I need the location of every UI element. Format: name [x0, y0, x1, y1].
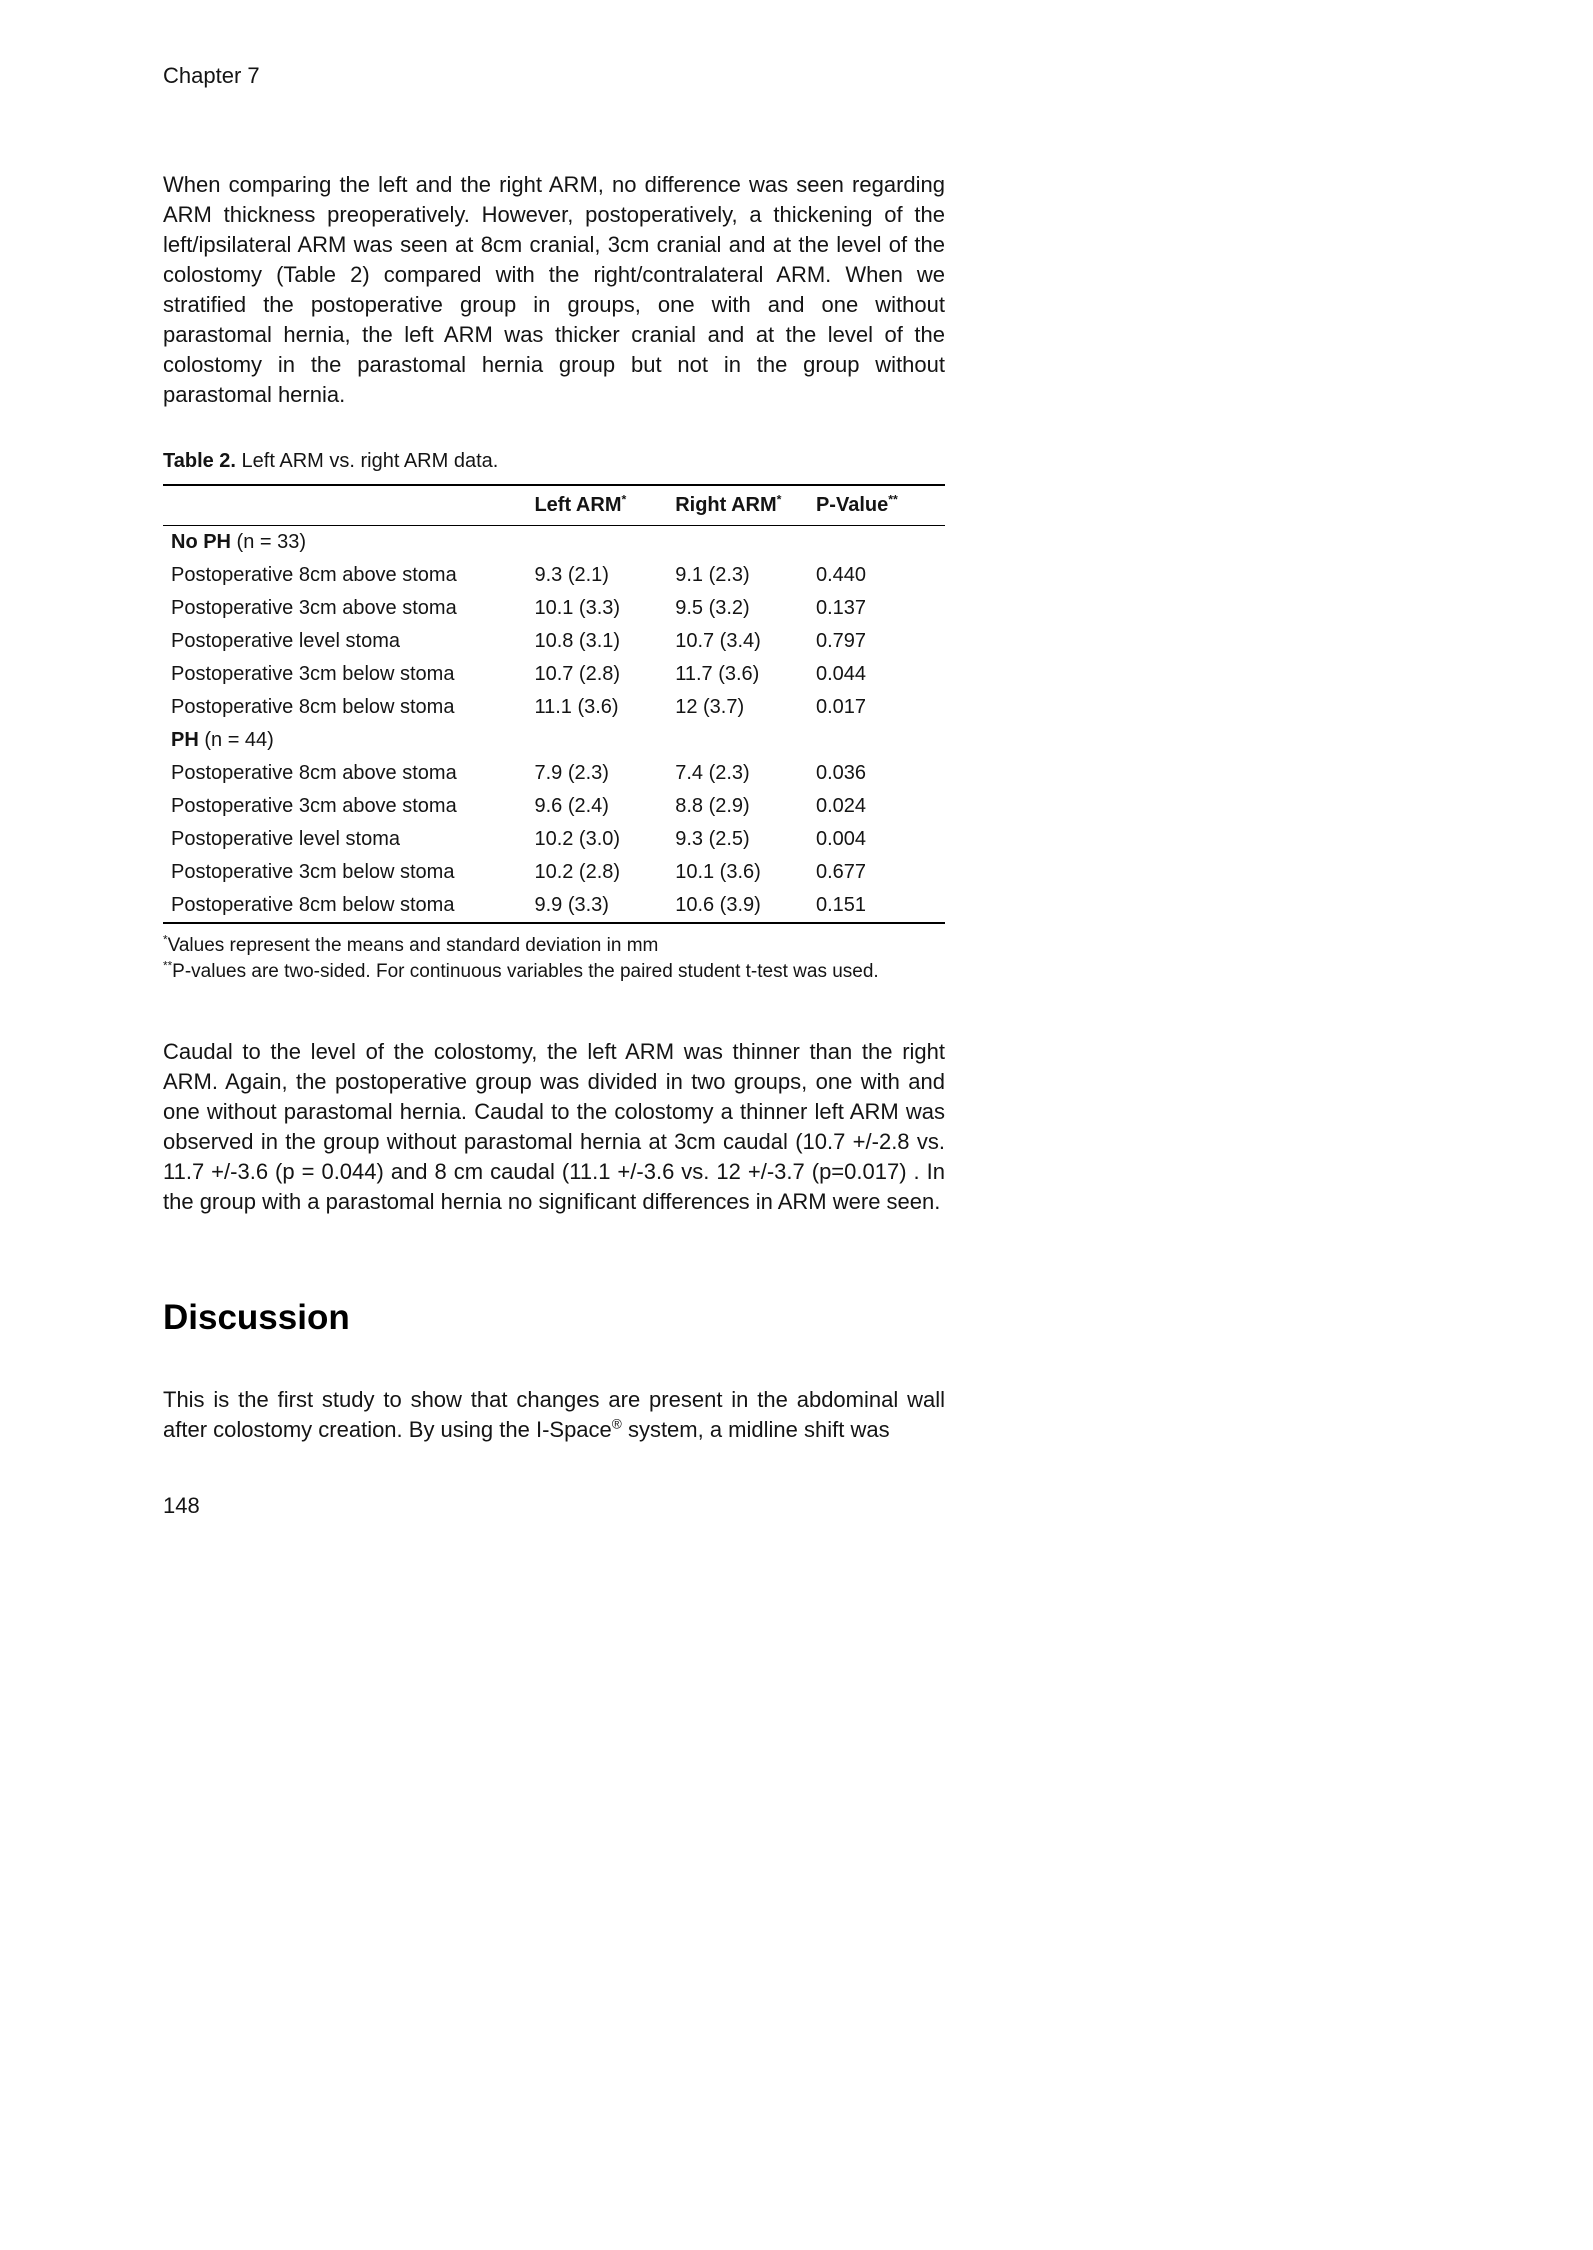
col-header-left-arm-label: Left ARM [534, 494, 622, 516]
discussion-text-after: system, a midline shift was [621, 1417, 890, 1442]
table-caption-label: Table 2. [163, 450, 236, 472]
left-arm-value: 10.8 (3.1) [534, 630, 621, 652]
table-row [163, 559, 945, 592]
p-value: 0.017 [815, 696, 867, 718]
table-row [163, 790, 945, 823]
table-row [163, 889, 945, 923]
group-label-ph-suffix: (n = 44) [198, 729, 274, 751]
left-arm-value: 9.9 (3.3) [534, 894, 609, 916]
table-body [163, 526, 945, 924]
table-caption [163, 448, 945, 474]
group-label-ph-bold: PH [171, 729, 199, 751]
right-arm-value: 8.8 (2.9) [675, 795, 750, 817]
left-arm-value: 10.2 (3.0) [534, 828, 621, 850]
group-label-no-ph-bold: No PH [171, 531, 231, 553]
row-label: Postoperative 8cm above stoma [171, 762, 457, 784]
row-label: Postoperative 3cm above stoma [171, 795, 457, 817]
row-label: Postoperative 3cm below stoma [171, 663, 455, 685]
left-arm-value: 10.7 (2.8) [534, 663, 621, 685]
paragraph-arm-comparison: When comparing the left and the right ARM, no difference was seen regarding ARM thickness preoperatively. However, postoperatively, a thickening of the left/ipsilateral ARM was seen at 8cm cranial, 3cm cranial and at the level of the colostomy (Table 2) compared with the right/contralateral ARM. When we stratified the postoperative group in groups, one with and one without parastomal hernia, the left ARM was thicker cranial and at the level of the colostomy in the parastomal hernia group but not in the group without parastomal hernia. [163, 172, 945, 407]
left-arm-value: 9.3 (2.1) [534, 564, 609, 586]
table-caption-text: Left ARM vs. right ARM data. [236, 450, 499, 472]
left-arm-value: 9.6 (2.4) [534, 795, 609, 817]
table-footnote-values [163, 933, 945, 959]
table-2 [163, 484, 945, 924]
table-header-row [163, 485, 945, 526]
row-label: Postoperative 8cm below stoma [171, 696, 455, 718]
group-label-no-ph-suffix: (n = 33) [231, 531, 307, 553]
col-header-right-arm [675, 485, 816, 526]
running-header: Chapter 7 [163, 63, 260, 88]
table-footnote-pvalues [163, 959, 945, 985]
footnote-marker: * [163, 933, 168, 947]
table-row [163, 625, 945, 658]
footnote-marker: ** [163, 959, 173, 973]
row-label: Postoperative level stoma [171, 630, 401, 652]
right-arm-value: 12 (3.7) [675, 696, 745, 718]
p-value: 0.044 [815, 663, 867, 685]
col-header-empty [163, 485, 534, 526]
p-value: 0.677 [815, 861, 867, 883]
page-number: 148 [163, 1493, 200, 1518]
registered-trademark-sup: ® [611, 1416, 622, 1432]
col-header-p-value-sup: ** [888, 492, 898, 507]
group-header-row-ph [163, 724, 945, 757]
page-content [163, 63, 945, 1519]
p-value: 0.440 [815, 564, 867, 586]
right-arm-value: 9.3 (2.5) [675, 828, 750, 850]
col-header-right-arm-label: Right ARM [675, 494, 777, 516]
paragraph-caudal-results: Caudal to the level of the colostomy, the left ARM was thinner than the right ARM. Again, the postoperative group was divided in two groups, one with and one without parastomal hernia. Caudal to the colostomy a thinner left ARM was observed in the group without parastomal hernia at 3cm caudal (10.7 +/-2.8 vs. 11.7 +/-3.6 (p = 0.044) and 8 cm caudal (11.1 +/-3.6 vs. 12 +/-3.7 (p=0.017) . In the group with a parastomal hernia no significant differences in ARM were seen. [163, 1039, 945, 1214]
group-label-no-ph [163, 526, 945, 560]
discussion-text-before: This is the first study to show that changes are present in the abdominal wall after colostomy creation. By using the I-Space [163, 1387, 945, 1442]
footnote-text: Values represent the means and standard deviation in mm [167, 935, 659, 956]
group-header-row-no-ph [163, 526, 945, 560]
right-arm-value: 10.1 (3.6) [675, 861, 761, 883]
col-header-left-arm-sup: * [621, 492, 627, 507]
table-footnotes [163, 933, 945, 985]
table-row [163, 691, 945, 724]
right-arm-value: 10.6 (3.9) [675, 894, 761, 916]
col-header-right-arm-sup: * [776, 492, 782, 507]
section-heading-discussion: Discussion [163, 1298, 350, 1337]
table-header [163, 485, 945, 526]
table-row [163, 823, 945, 856]
row-label: Postoperative level stoma [171, 828, 401, 850]
group-label-ph [163, 724, 945, 757]
p-value: 0.004 [815, 828, 867, 850]
paragraph-discussion-intro [163, 1385, 945, 1445]
col-header-p-value [816, 485, 945, 526]
col-header-p-value-label: P-Value [815, 494, 889, 516]
right-arm-value: 9.1 (2.3) [675, 564, 750, 586]
col-header-left-arm [534, 485, 675, 526]
left-arm-value: 7.9 (2.3) [534, 762, 609, 784]
table-row [163, 592, 945, 625]
p-value: 0.797 [815, 630, 867, 652]
right-arm-value: 10.7 (3.4) [675, 630, 761, 652]
p-value: 0.036 [815, 762, 867, 784]
p-value: 0.137 [815, 597, 867, 619]
footnote-text: P-values are two-sided. For continuous variables the paired student t-test was used. [172, 961, 879, 982]
table-2-block [163, 448, 945, 985]
p-value: 0.151 [815, 894, 867, 916]
left-arm-value: 10.1 (3.3) [534, 597, 621, 619]
row-label: Postoperative 8cm below stoma [171, 894, 455, 916]
left-arm-value: 11.1 (3.6) [534, 696, 619, 718]
table-row [163, 757, 945, 790]
right-arm-value: 9.5 (3.2) [675, 597, 750, 619]
table-row [163, 856, 945, 889]
right-arm-value: 7.4 (2.3) [675, 762, 750, 784]
row-label: Postoperative 8cm above stoma [171, 564, 457, 586]
table-row [163, 658, 945, 691]
row-label: Postoperative 3cm above stoma [171, 597, 457, 619]
row-label: Postoperative 3cm below stoma [171, 861, 455, 883]
right-arm-value: 11.7 (3.6) [675, 663, 760, 685]
left-arm-value: 10.2 (2.8) [534, 861, 621, 883]
p-value: 0.024 [815, 795, 867, 817]
